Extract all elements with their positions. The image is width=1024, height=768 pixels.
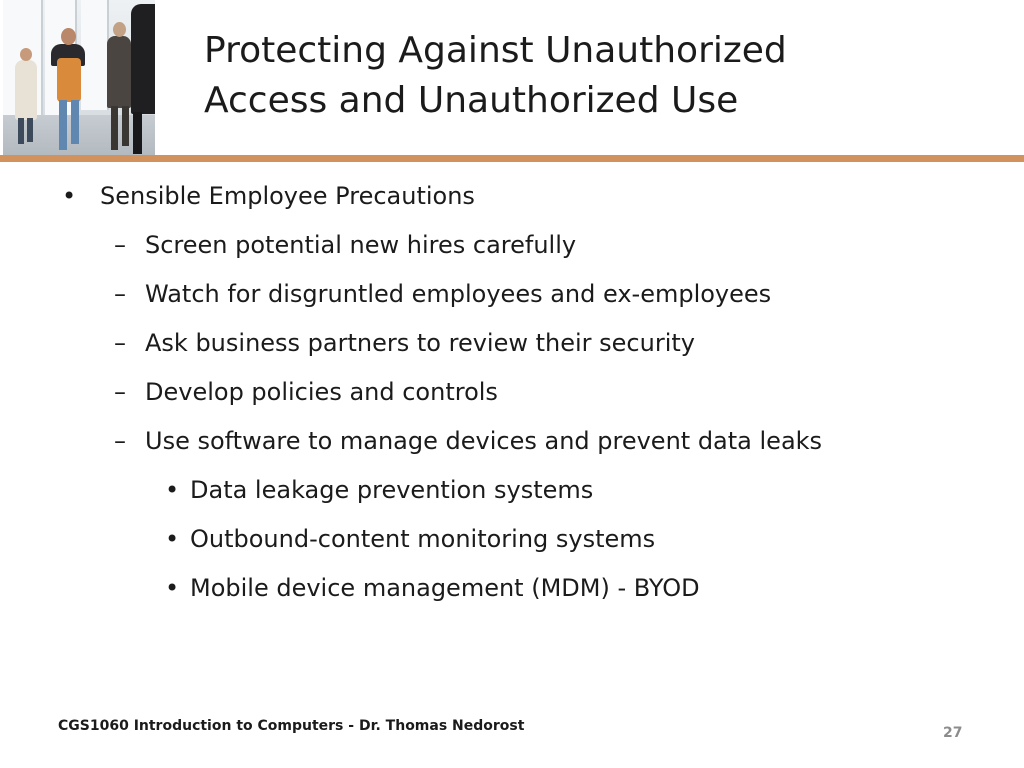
dash-marker: – — [114, 329, 126, 357]
bullet-text: Outbound-content monitoring systems — [190, 525, 656, 553]
bullet-level-2 — [114, 277, 772, 311]
dash-marker: – — [114, 378, 126, 406]
page-number: 27 — [943, 725, 963, 741]
bullet-text: Mobile device management (MDM) - BYOD — [190, 574, 700, 602]
bullet-marker: • — [165, 574, 180, 602]
bullet-text: Watch for disgruntled employees and ex-employees — [145, 280, 772, 308]
bullet-text: Sensible Employee Precautions — [100, 182, 475, 210]
slide-title — [204, 26, 1004, 126]
bullet-level-1 — [62, 179, 475, 213]
bullet-marker: • — [165, 525, 180, 553]
bullet-text: Screen potential new hires carefully — [145, 231, 577, 259]
bullet-level-2 — [114, 326, 695, 360]
bullet-text: Data leakage prevention systems — [190, 476, 594, 504]
header-photo — [3, 0, 155, 157]
bullet-text: Ask business partners to review their security — [145, 329, 695, 357]
title-line-1: Protecting Against Unauthorized — [204, 30, 787, 71]
bullet-level-3 — [165, 522, 656, 556]
bullet-marker: • — [165, 476, 180, 504]
slide-footer: CGS1060 Introduction to Computers - Dr. Thomas Nedorost — [58, 718, 525, 734]
bullet-text: Use software to manage devices and prevent data leaks — [145, 427, 823, 455]
dash-marker: – — [114, 231, 126, 259]
dash-marker: – — [114, 280, 126, 308]
bullet-level-2 — [114, 375, 498, 409]
title-divider — [0, 155, 1024, 162]
bullet-level-2 — [114, 424, 823, 458]
bullet-level-2 — [114, 228, 577, 262]
bullet-text: Develop policies and controls — [145, 378, 498, 406]
bullet-level-3 — [165, 473, 594, 507]
bullet-level-3 — [165, 571, 700, 605]
bullet-marker: • — [62, 182, 77, 210]
dash-marker: – — [114, 427, 126, 455]
title-line-2: Access and Unauthorized Use — [204, 80, 739, 121]
